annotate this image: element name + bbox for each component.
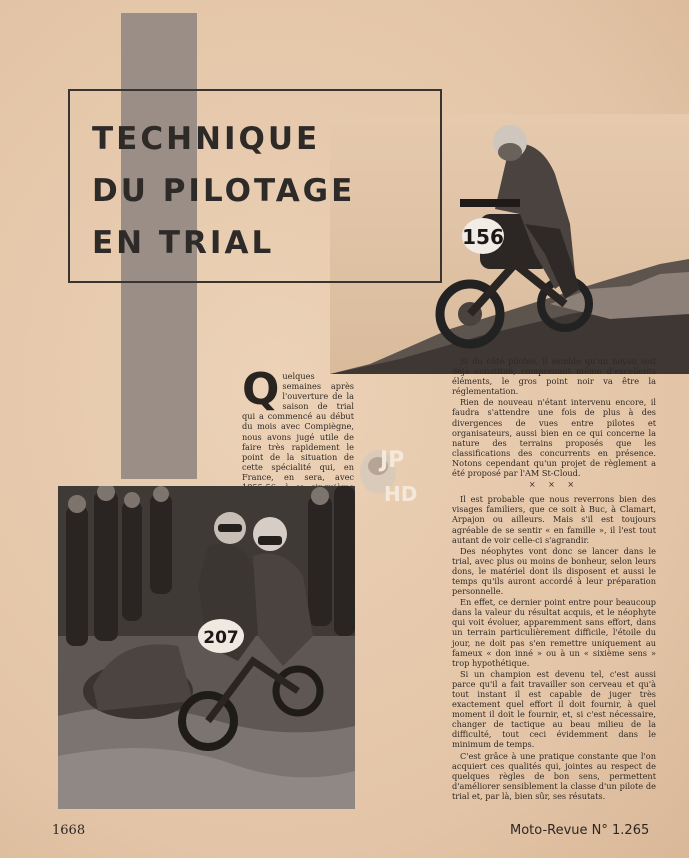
title-line-1: TECHNIQUE: [92, 121, 321, 157]
article-column-right: [452, 356, 656, 802]
watermark-hd: HD: [384, 482, 418, 506]
article-paragraph: En effet, ce dernier point entre pour beaucoup dans la valeur du résultat acquis, et le néophyte qui voit évoluer, apparemment sans effort, dans un terrain particulièrement difficile, l'étoile du jour, ne doit pas s'en remettre uniquement au fameux « don inné » ou à un « sixième sens » trop hypothétique.: [452, 597, 656, 668]
plate-number-156: 156: [462, 225, 504, 249]
photo-sidecar-207: [58, 486, 355, 809]
watermark-jp: JP: [380, 448, 405, 473]
drop-cap: Q: [242, 364, 280, 415]
article-paragraph: Rien de nouveau n'étant intervenu encore, il faudra s'attendre une fois de plus à des divergences de vues entre pilotes et organisateurs, aussi bien en ce qui concerne la nature des terrains proposés que les classifications des concurrents en présence. Notons cependant qu'un projet de règlement a été proposé par l'AM St-Cloud.: [452, 397, 656, 479]
article-paragraph: Il est probable que nous reverrons bien des visages familiers, que ce soit à Buc, à Clamart, Arpajon ou ailleurs. Mais s'il est toujours agréable de se sentir « en famille », il l'est tout autant de voir celle-ci s'agrandir.: [452, 494, 656, 545]
watermark-logo: [356, 446, 418, 516]
title-line-3: EN TRIAL: [92, 225, 275, 261]
magazine-name: Moto-Revue: [510, 823, 588, 838]
article-paragraph: Si un champion est devenu tel, c'est aussi parce qu'il a fait travailler son cerveau et qu'à tout instant il est capable de juger très exactement quel effort il doit fournir, à quel moment il doit le fournir, et, si c'est nécessaire, changer de tactique au beau milieu de la difficulté, tout ceci évidemment dans le minimum de temps.: [452, 668, 656, 750]
article-paragraph: C'est grâce à une pratique constante que l'on acquiert ces qualités qui, jointes au respect de quelques règles de bon sens, permettent d'améliorer sensiblement la classe d'un pilote de trial et, par là, bien sûr, ses résutats.: [452, 750, 656, 801]
title-line-2: DU PILOTAGE: [92, 173, 356, 209]
issue-number: N° 1.265: [591, 823, 650, 838]
intro-paragraph: uelques semaines après l'ouverture de la saison de trial qui a commencé au début du mois avec Compiègne, nous avons jugé utile de faire très rapidement le point de la situation de cette spécialité qui, en France, en sera, avec: [242, 371, 354, 482]
article-paragraph: Si du côté pilotes, il semble qu'un noyau soit déjà constitué, comprenant même d'excellents éléments, le gros point noir va être la réglementation.: [452, 356, 656, 397]
magazine-footer: [510, 823, 649, 838]
section-separator: × × ×: [528, 480, 580, 490]
article-paragraph: Des néophytes vont donc se lancer dans le trial, avec plus ou moins de bonheur, selon leurs dons, le matériel dont ils disposent et aussi le temps qu'ils auront accordé à leur préparation personnelle.: [452, 545, 656, 597]
plate-number-207: 207: [203, 628, 239, 648]
title-frame: [68, 89, 442, 283]
page-number: 1668: [52, 823, 86, 838]
